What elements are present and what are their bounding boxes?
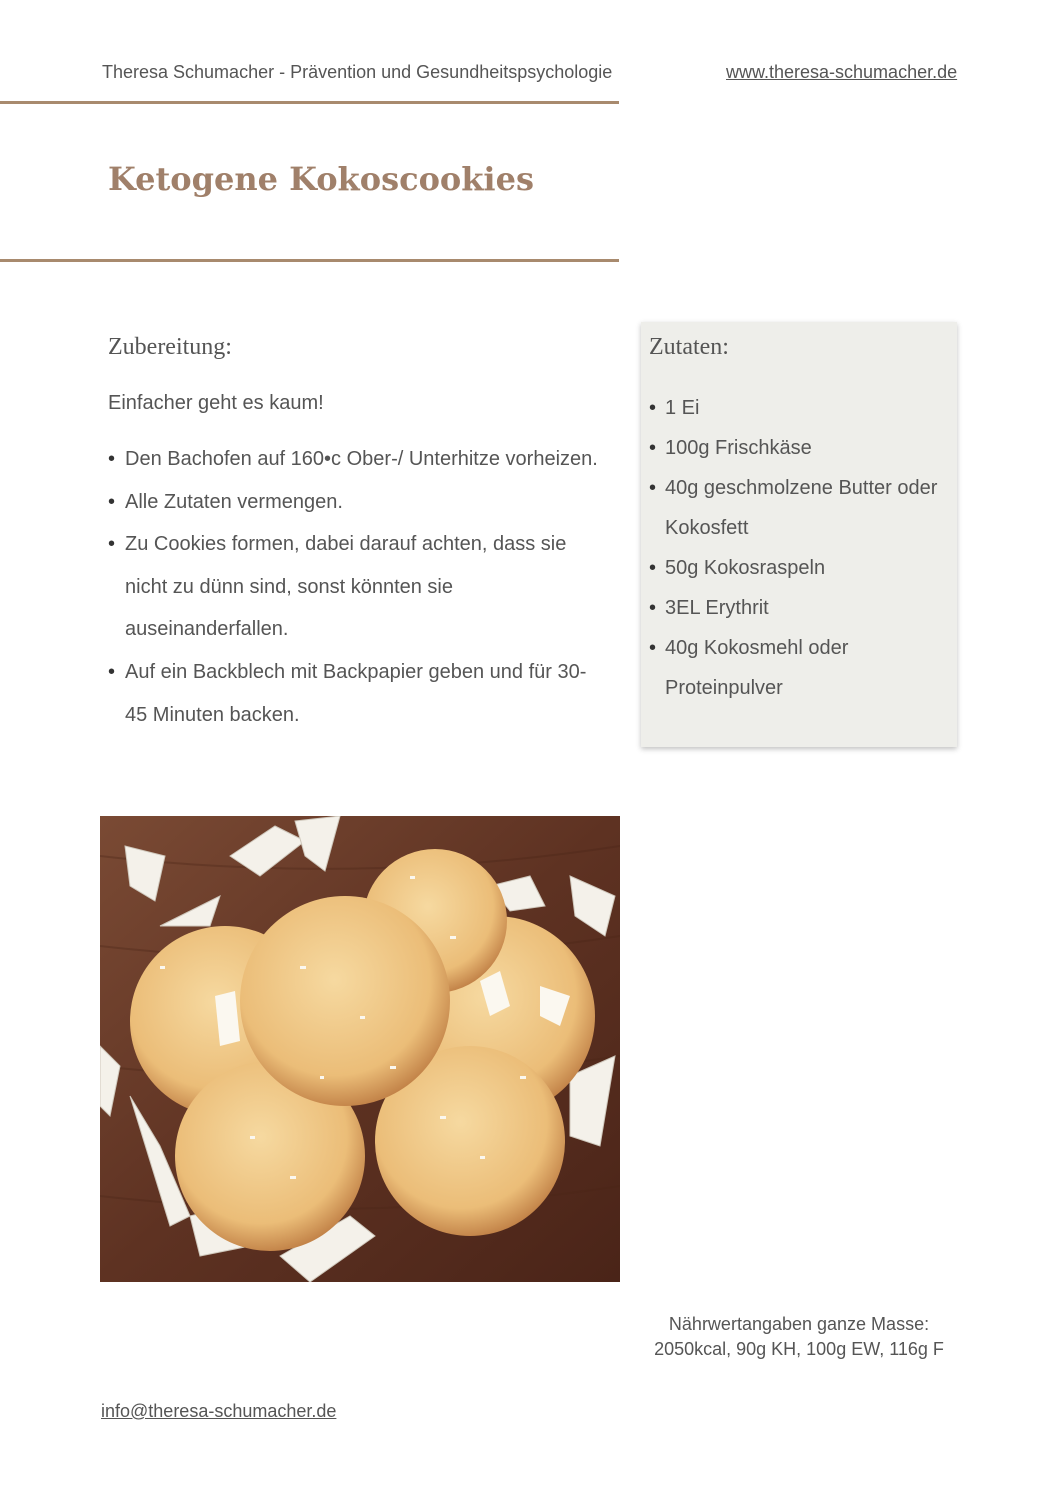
bullet: • — [108, 448, 116, 470]
preparation-step-text: Alle Zutaten vermengen. — [125, 490, 343, 513]
ingredient-item — [649, 388, 949, 428]
bullet: • — [649, 437, 657, 459]
ingredient-text: 40g geschmolzene Butter oder Kokosfett — [665, 477, 938, 539]
ingredients-heading: Zutaten: — [649, 334, 729, 360]
bullet: • — [649, 397, 657, 419]
cookies-photo — [100, 816, 620, 1282]
preparation-steps-list — [108, 438, 603, 736]
preparation-step — [108, 481, 603, 524]
ingredient-item — [649, 548, 949, 588]
title-rule-bottom — [0, 259, 619, 262]
ingredient-item — [649, 628, 949, 708]
bullet: • — [108, 533, 116, 556]
ingredients-box — [641, 322, 957, 747]
ingredient-item — [649, 468, 949, 548]
preparation-step — [108, 523, 603, 651]
bullet: • — [108, 490, 116, 513]
bullet: • — [649, 557, 657, 579]
nutrition-info — [641, 1312, 957, 1362]
ingredient-text: 50g Kokosraspeln — [665, 557, 826, 579]
bullet: • — [649, 597, 657, 619]
bullet: • — [108, 660, 116, 683]
title-rule-top — [0, 101, 619, 104]
nutrition-values: 2050kcal, 90g KH, 100g EW, 116g F — [654, 1339, 944, 1359]
preparation-step-text: Zu Cookies formen, dabei darauf achten, dass sie nicht zu dünn sind, sonst könnten sie auseinanderfallen. — [125, 533, 567, 641]
nutrition-label: Nährwertangaben ganze Masse: — [668, 1314, 930, 1334]
preparation-step — [108, 651, 603, 736]
preparation-step — [108, 438, 603, 481]
ingredient-text: 40g Kokosmehl oder Proteinpulver — [665, 637, 849, 699]
ingredient-text: 1 Ei — [665, 397, 700, 419]
preparation-step-text: Auf ein Backblech mit Backpapier geben und für 30-45 Minuten backen. — [125, 660, 587, 726]
ingredient-text: 100g Frischkäse — [665, 437, 812, 459]
footer-email-link[interactable]: info@theresa-schumacher.de — [101, 1401, 337, 1421]
ingredient-item — [649, 428, 949, 468]
bullet: • — [649, 477, 657, 499]
ingredient-item — [649, 588, 949, 628]
page-title: Ketogene Kokoscookies — [108, 160, 534, 198]
header-author: Theresa Schumacher - Prävention und Gesundheitspsychologie — [102, 62, 613, 82]
preparation-intro: Einfacher geht es kaum! — [108, 392, 324, 414]
ingredients-list — [649, 388, 949, 708]
preparation-step-text: Den Bachofen auf 160•c Ober-/ Unterhitze vorheizen. — [125, 448, 598, 470]
header-website-link[interactable]: www.theresa-schumacher.de — [726, 62, 958, 82]
ingredient-text: 3EL Erythrit — [665, 597, 769, 619]
bullet: • — [649, 637, 657, 659]
preparation-heading: Zubereitung: — [108, 334, 232, 360]
